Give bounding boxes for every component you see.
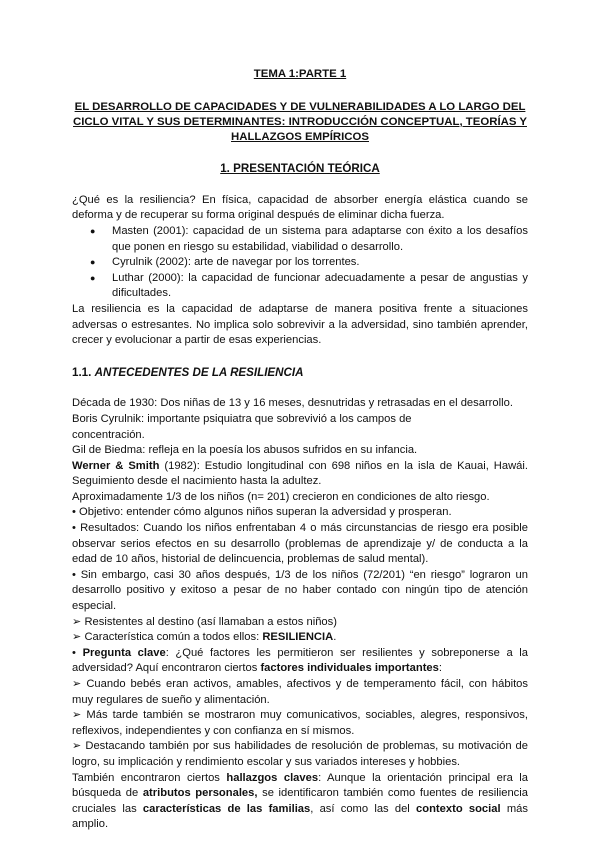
- bold-text: contexto social: [416, 802, 501, 815]
- text: , así como las del: [310, 802, 417, 815]
- text: : ¿Qué factores les permitieron ser resilientes y sobreponerse a la adversidad? Aquí encontraron ciertos: [72, 646, 529, 675]
- bold-text: hallazgos claves: [226, 771, 319, 784]
- bold-text: atributos personales,: [142, 787, 258, 800]
- paragraph: [72, 630, 528, 646]
- section-heading-1-1: [72, 365, 528, 381]
- text: se identificaron también como fuentes de resiliencia cruciales las: [72, 787, 528, 815]
- doc-title: TEMA 1:PARTE 1: [253, 68, 347, 80]
- paragraph: ➢ Destacando también por sus habilidades de resolución de problemas, su motivación de logro, su implicación y rendimiento escolar y sus variados intereses y hobbies.: [72, 740, 528, 768]
- text: •: [72, 646, 83, 659]
- section-title: ANTECEDENTES DE LA RESILIENCIA: [94, 365, 304, 379]
- text: : Aunque la orientación principal era la búsqueda de: [72, 771, 528, 800]
- definition-list: [72, 224, 528, 302]
- paragraph: [72, 771, 528, 833]
- paragraph: [72, 459, 528, 490]
- doc-subtitle: EL DESARROLLO DE CAPACIDADES Y DE VULNERABILIDADES A LO LARGO DEL CICLO VITAL Y SUS DETERMINANTES: INTRODUCCIÓN CONCEPTUAL, TEORÍAS Y HALLAZGOS EMPÍRICOS: [73, 100, 527, 143]
- list-item: ● Luthar (2000): la capacidad de funcionar adecuadamente a pesar de angustias y dificultades.: [112, 271, 528, 302]
- resilience-definition: La resiliencia es la capacidad de adaptarse de manera positiva frente a situaciones adversas o estresantes. No implica solo sobrevivir a la adversidad, sino también aprender, crecer y evolucionar a partir de esas experiencias.: [72, 302, 528, 347]
- paragraph: ➢ Cuando bebés eran activos, amables, afectivos y de temperamento fácil, con hábitos muy regulares de sueño y alimentación.: [72, 678, 528, 706]
- list-item: ● Masten (2001): capacidad de un sistema para adaptarse con éxito a los desafíos que ponen en riesgo su estabilidad, viabilidad o desarrollo.: [112, 224, 528, 255]
- text: .: [333, 631, 337, 644]
- text: más amplio.: [72, 802, 528, 831]
- text: (1982): Estudio longitudinal con 698 niños en la isla de Kauai, Hawái. Seguimiento desde el nacimiento hasta la adultez.: [72, 459, 529, 488]
- intro-paragraph: ¿Qué es la resiliencia? En física, capacidad de absorber energía elástica cuando se deforma y de recuperar su forma original después de eliminar dicha fuerza.: [72, 193, 528, 222]
- paragraph: • Objetivo: entender cómo algunos niños superan la adversidad y prosperan.: [72, 506, 452, 519]
- section-number: 1.1.: [72, 365, 92, 379]
- bold-text: RESILIENCIA: [262, 631, 334, 644]
- paragraph: Boris Cyrulnik: importante psiquiatra que sobrevivió a los campos de concentración.: [72, 412, 412, 441]
- paragraph: ➢ Resistentes al destino (así llamaban a estos niños): [72, 615, 337, 628]
- paragraph: Aproximadamente 1/3 de los niños (n= 201) crecieron en condiciones de alto riesgo.: [72, 490, 490, 503]
- paragraph: ➢ Más tarde también se mostraron muy comunicativos, sociables, alegres, responsivos, reflexivos, independientes y con confianza en sí mismos.: [72, 709, 528, 737]
- bold-text: factores individuales importantes: [260, 662, 439, 675]
- bold-text: Pregunta clave: [82, 646, 166, 659]
- bold-text: características de las familias: [142, 802, 311, 815]
- list-item: ● Cyrulnik (2002): arte de navegar por los torrentes.: [112, 255, 528, 271]
- section-heading-1: 1. PRESENTACIÓN TEÓRICA: [220, 162, 380, 176]
- paragraph: Gil de Biedma: refleja en la poesía los abusos sufridos en su infancia.: [72, 444, 418, 457]
- paragraph: [72, 646, 528, 677]
- text: :: [438, 662, 442, 675]
- paragraph: Década de 1930: Dos niñas de 13 y 16 meses, desnutridas y retrasadas en el desarrollo.: [72, 397, 513, 410]
- text: ➢ Característica común a todos ellos:: [72, 631, 263, 644]
- paragraph: • Resultados: Cuando los niños enfrentaban 4 o más circunstancias de riesgo era posible observar serios efectos en su desarrollo (problemas de aprendizaje y/ de conducta a la edad de 10 años, historial de delincuencia, problemas de salud mental).: [72, 522, 528, 566]
- bold-text: Werner & Smith: [72, 459, 160, 472]
- document-body: [72, 67, 528, 833]
- paragraph: • Sin embargo, casi 30 años después, 1/3 de los niños (72/201) “en riesgo” lograron un desarrollo positivo y exitoso a pesar de no haber contado con ningún tipo de atención especial.: [72, 568, 528, 613]
- text: También encontraron ciertos: [72, 771, 227, 784]
